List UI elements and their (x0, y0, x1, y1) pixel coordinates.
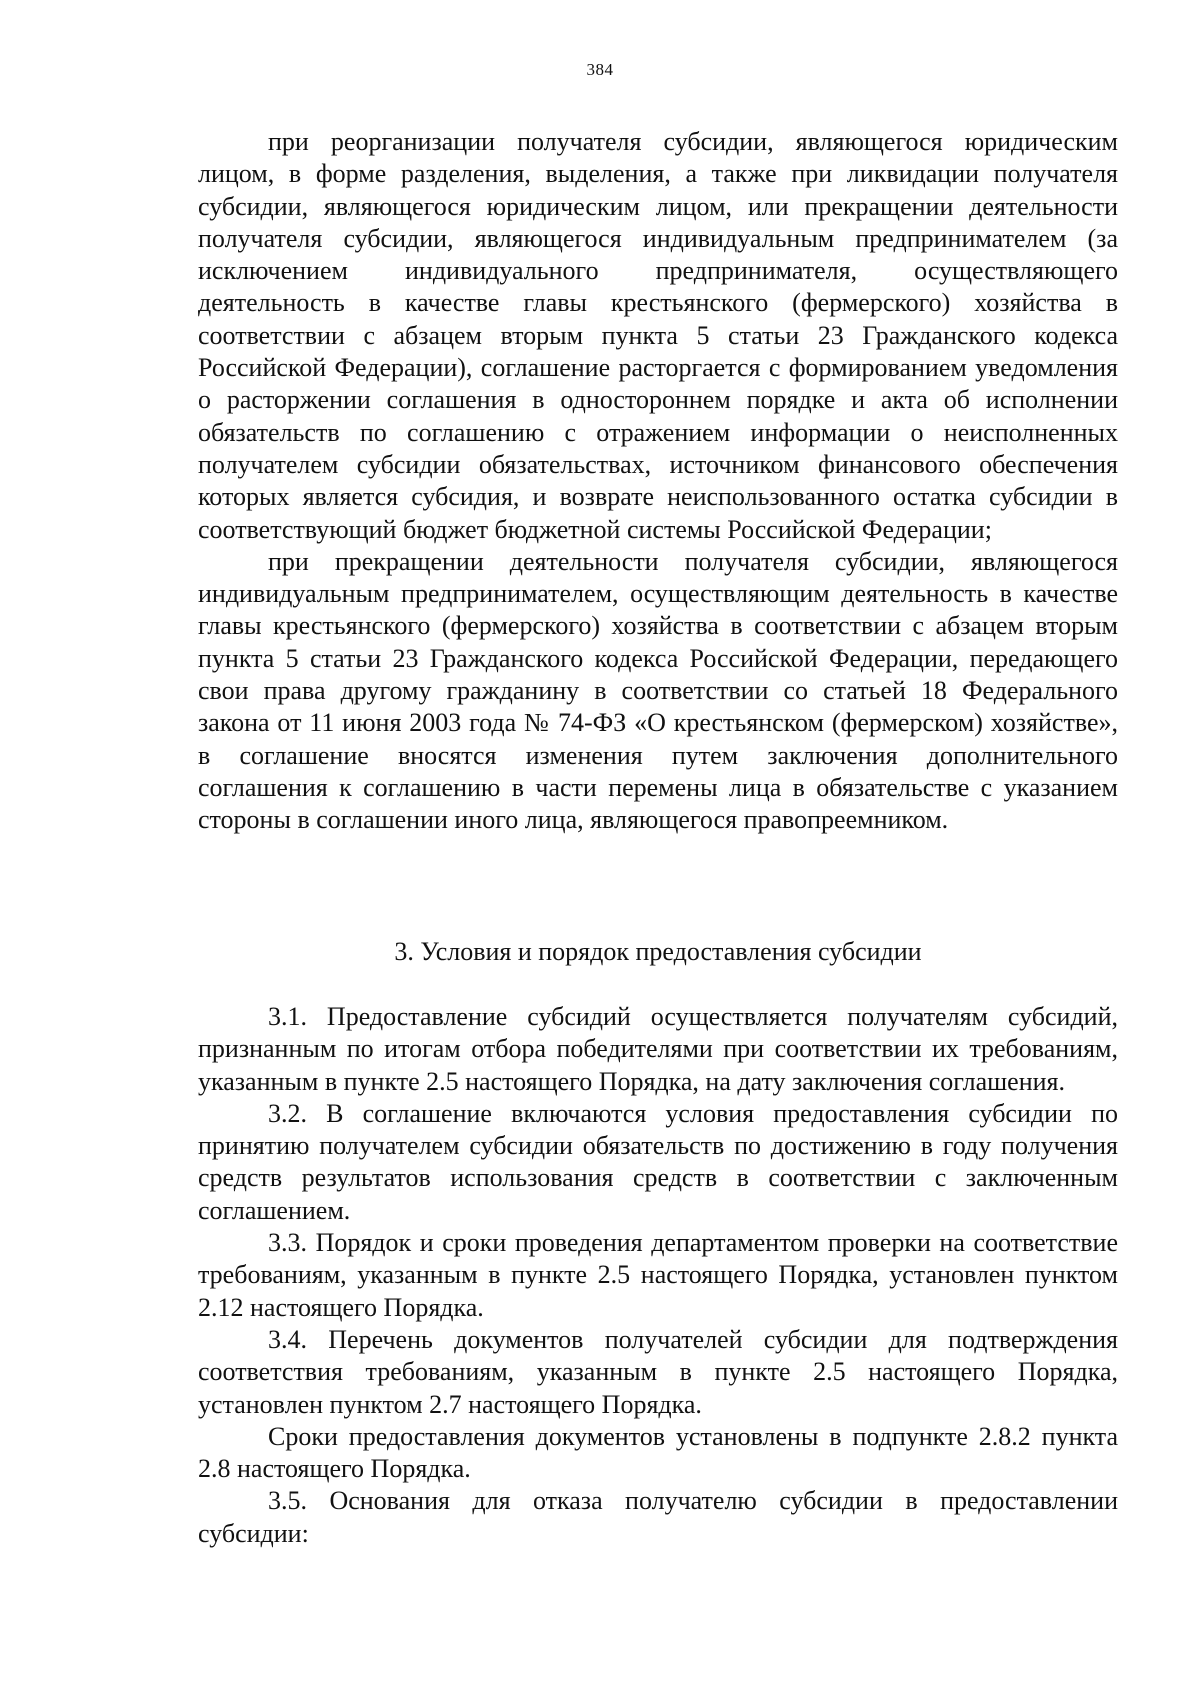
section-heading: 3. Условия и порядок предоставления субсидии (394, 937, 922, 966)
paragraph-termination-farm: при прекращении деятельности получателя субсидии, являющегося индивидуальным предпринимателем, осуществляющим деятельность в качестве главы крестьянского (фермерского) хозяйства в соответствии с абзацем вторым пункта 5 статьи 23 Гражданского кодекса Российской Федерации, передающего свои права другому гражданину в соответствии со статьей 18 Федерального закона от 11 июня 2003 года № 74-ФЗ «О крестьянском (фермерском) хозяйстве», в соглашение вносятся изменения путем заключения дополнительного соглашения к соглашению в части перемены лица в обязательстве с указанием стороны в соглашении иного лица, являющегося правопреемником. (198, 546, 1118, 835)
paragraph-3-2: 3.2. В соглашение включаются условия предоставления субсидии по принятию получателем субсидии обязательств по достижению в году получения средств результатов использования средств в соответствии с заключенным соглашением. (198, 1098, 1118, 1225)
paragraph-3-1: 3.1. Предоставление субсидий осуществляется получателям субсидий, признанным по итогам отбора победителями при соответствии их требованиям, указанным в пункте 2.5 настоящего Порядка, на дату заключения соглашения. (198, 1002, 1118, 1096)
paragraphs-before-heading (198, 126, 1118, 837)
page-number: 384 (586, 60, 614, 79)
paragraph-3-3: 3.3. Порядок и сроки проведения департаментом проверки на соответствие требованиям, указанным в пункте 2.5 настоящего Порядка, установлен пунктом 2.12 настоящего Порядка. (198, 1228, 1118, 1322)
paragraph-3-5: 3.5. Основания для отказа получателю субсидии в предоставлении субсидии: (198, 1486, 1118, 1548)
paragraphs-after-heading (198, 1001, 1118, 1550)
paragraph-document-deadlines: Сроки предоставления документов установлены в подпункте 2.8.2 пункта 2.8 настоящего Порядка. (198, 1421, 1118, 1484)
paragraph-reorganization: при реорганизации получателя субсидии, являющегося юридическим лицом, в форме разделения, выделения, а также при ликвидации получателя субсидии, являющегося юридическим лицом, или прекращении деятельности получателя субсидии, являющегося индивидуальным предпринимателем (за исключением индивидуального предпринимателя, осуществляющего деятельность в качестве главы крестьянского (фермерского) хозяйства в соответствии с абзацем вторым пункта 5 статьи 23 Гражданского кодекса Российской Федерации), соглашение расторгается с формированием уведомления о расторжении соглашения в одностороннем порядке и акта об исполнении обязательств по соглашению с отражением информации о неисполненных получателем субсидии обязательствах, источником финансового обеспечения которых является субсидия, и возврате неиспользованного остатка субсидии в соответствующий бюджет бюджетной системы Российской Федерации; (198, 127, 1118, 544)
paragraph-3-4: 3.4. Перечень документов получателей субсидии для подтверждения соответствия требованиям, указанным в пункте 2.5 настоящего Порядка, установлен пунктом 2.7 настоящего Порядка. (198, 1324, 1118, 1419)
